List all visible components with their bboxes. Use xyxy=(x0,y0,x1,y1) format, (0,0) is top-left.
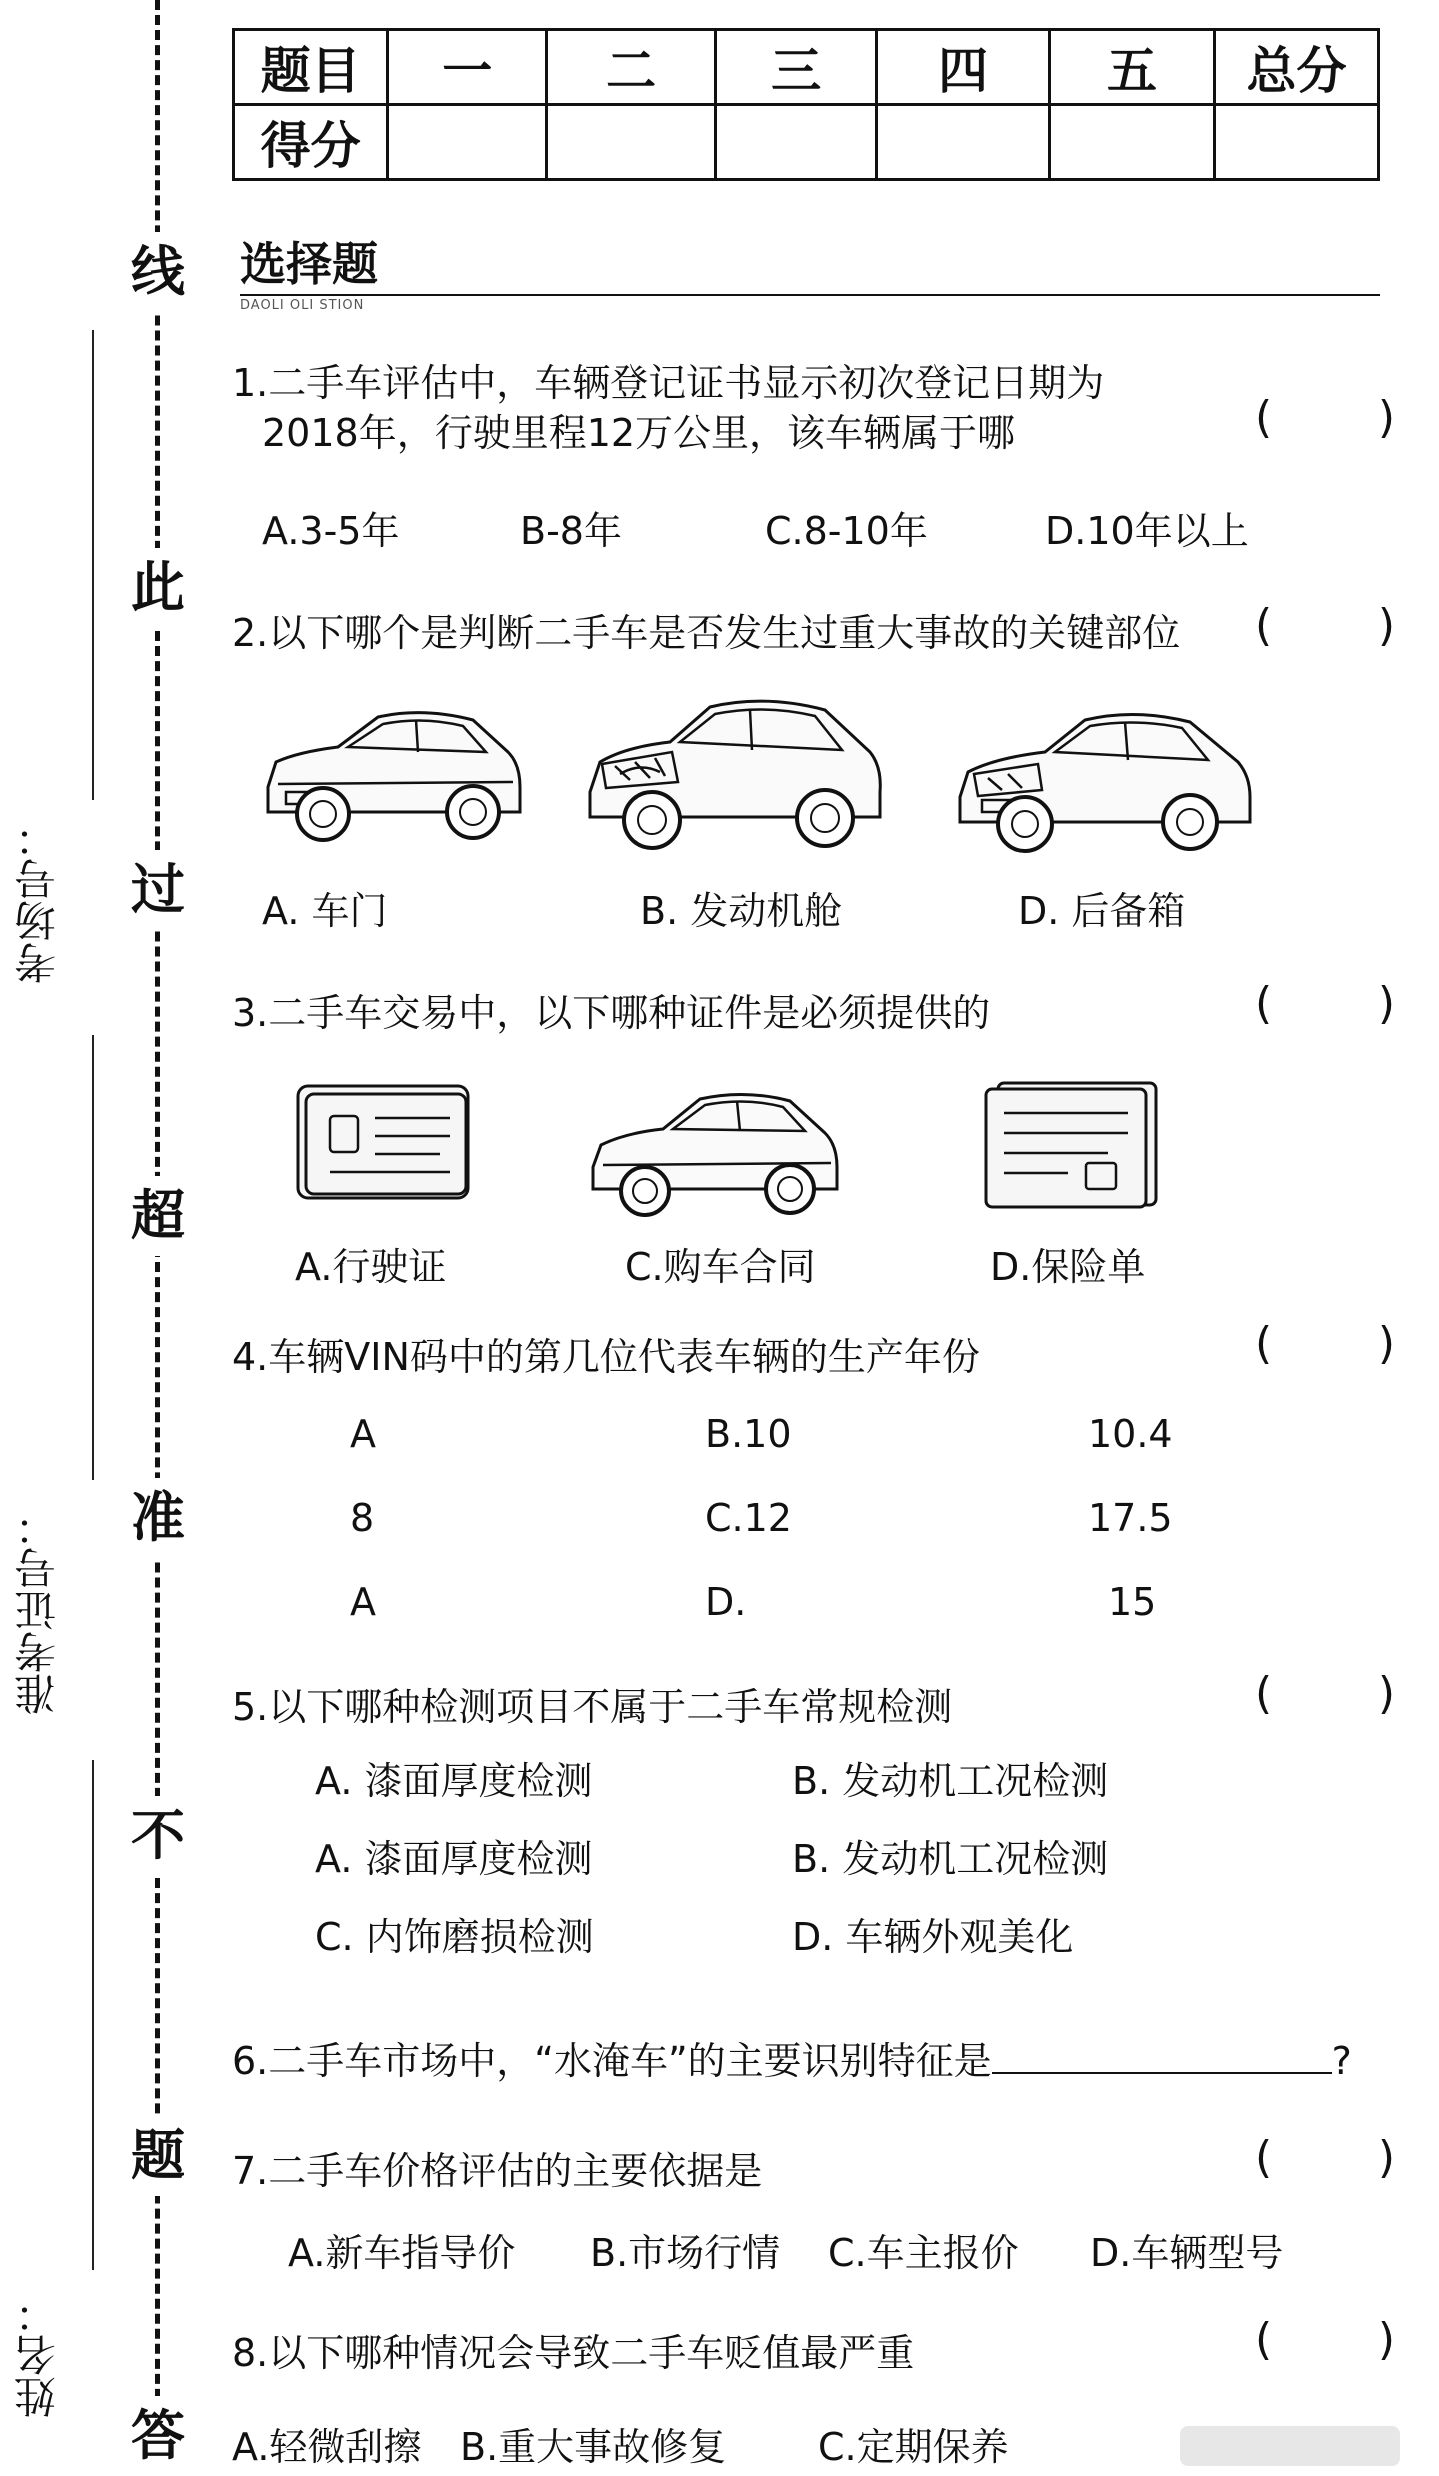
q5-option: B. 发动机工况检测 xyxy=(792,1759,1109,1803)
score-input-cell[interactable] xyxy=(716,105,877,180)
q5-option: A. 漆面厚度检测 xyxy=(315,1837,593,1881)
seal-char-3: 过 xyxy=(118,850,198,930)
q3-option-a: A.行驶证 xyxy=(295,1245,447,1289)
answer-bracket-4[interactable]: ( ) xyxy=(1255,1318,1395,1369)
q7-option-a: A.新车指导价 xyxy=(288,2231,516,2275)
question-8-line-1: 8.以下哪种情况会导致二手车贬值最严重 xyxy=(232,2331,915,2375)
q4-grid-cell: 10.4 xyxy=(1088,1412,1173,1456)
ticket-number-label: 准考证号： xyxy=(13,1505,62,1715)
score-input-cell[interactable] xyxy=(877,105,1050,180)
seal-char-2: 此 xyxy=(118,548,198,628)
exam-room-line xyxy=(92,330,94,800)
q5-option: C. 内饰磨损检测 xyxy=(315,1915,594,1959)
q5-option: B. 发动机工况检测 xyxy=(792,1837,1109,1881)
q4-grid-cell: B.10 xyxy=(705,1412,792,1456)
question-6-end: ? xyxy=(1331,2039,1352,2083)
section-subtitle: DAOLI OLI STION xyxy=(240,298,365,313)
question-4-line-1: 4.车辆VIN码中的第几位代表车辆的生产年份 xyxy=(232,1335,980,1379)
q2-option-b: B. 发动机舱 xyxy=(640,889,843,933)
score-table-header-row xyxy=(234,30,1379,105)
answer-bracket-2[interactable]: ( ) xyxy=(1255,600,1395,651)
q3-option-d: D.保险单 xyxy=(990,1245,1146,1289)
score-table-score-row xyxy=(234,105,1379,180)
score-input-cell[interactable] xyxy=(388,105,547,180)
score-header-cell: 二 xyxy=(547,30,716,105)
q2-option-d: D. 后备箱 xyxy=(1018,889,1186,933)
q4-grid-cell: A xyxy=(350,1412,376,1456)
q3-option-c: C.购车合同 xyxy=(625,1245,816,1289)
q2-option-a: A. 车门 xyxy=(262,889,388,933)
q4-grid-cell: 15 xyxy=(1108,1580,1157,1624)
question-5-line-1: 5.以下哪种检测项目不属于二手车常规检测 xyxy=(232,1685,953,1729)
q4-grid-cell: A xyxy=(350,1580,376,1624)
q5-option: D. 车辆外观美化 xyxy=(792,1915,1074,1959)
seal-char-5: 准 xyxy=(118,1478,198,1558)
q4-grid-cell: C.12 xyxy=(705,1496,792,1540)
fill-in-blank-6[interactable] xyxy=(992,2040,1332,2074)
q8-option-c: C.定期保养 xyxy=(818,2425,1009,2469)
q8-option-a: A.轻微刮擦 xyxy=(232,2425,422,2469)
car-door-illustration xyxy=(258,692,528,852)
q1-option-c: C.8-10年 xyxy=(765,509,928,553)
score-input-cell[interactable] xyxy=(1049,105,1214,180)
question-6-line-1 xyxy=(232,2030,1352,2085)
question-1-line-2: 2018年，行驶里程12万公里，该车辆属于哪 xyxy=(262,411,1016,455)
seal-char-1: 线 xyxy=(118,232,198,312)
score-table xyxy=(232,28,1380,181)
score-row-label: 得分 xyxy=(234,105,388,180)
score-input-cell[interactable] xyxy=(1214,105,1378,180)
answer-bracket-5[interactable]: ( ) xyxy=(1255,1668,1395,1719)
q4-grid-cell: 8 xyxy=(350,1496,375,1540)
answer-bracket-1[interactable]: ( ) xyxy=(1255,392,1395,443)
q1-option-d: D.10年以上 xyxy=(1045,509,1249,553)
question-3-line-1: 3.二手车交易中，以下哪种证件是必须提供的 xyxy=(232,991,991,1035)
score-header-cell: 一 xyxy=(388,30,547,105)
answer-bracket-7[interactable]: ( ) xyxy=(1255,2132,1395,2183)
score-header-cell: 总分 xyxy=(1214,30,1378,105)
name-label: 姓名： xyxy=(13,2292,62,2418)
driving-license-illustration xyxy=(290,1078,480,1208)
q4-grid-cell: 17.5 xyxy=(1088,1496,1173,1540)
section-divider xyxy=(240,294,1380,296)
q4-grid-cell: D. xyxy=(705,1580,747,1624)
seal-char-8: 答 xyxy=(118,2396,198,2476)
score-header-cell: 三 xyxy=(716,30,877,105)
engine-bay-illustration xyxy=(580,682,890,857)
score-header-cell: 题目 xyxy=(234,30,388,105)
ticket-number-line xyxy=(92,1035,94,1480)
question-6-text: 6.二手车市场中，“水淹车”的主要识别特征是 xyxy=(232,2039,992,2083)
question-2-line-1: 2.以下哪个是判断二手车是否发生过重大事故的关键部位 xyxy=(232,611,1181,655)
q5-option: A. 漆面厚度检测 xyxy=(315,1759,593,1803)
trunk-illustration xyxy=(950,692,1260,862)
score-header-cell: 四 xyxy=(877,30,1050,105)
seal-char-6: 不 xyxy=(118,1796,198,1876)
blurred-watermark xyxy=(1180,2426,1400,2466)
score-input-cell[interactable] xyxy=(547,105,716,180)
exam-room-label: 考场号： xyxy=(13,816,62,984)
q1-option-b: B-8年 xyxy=(520,509,622,553)
question-7-line-1: 7.二手车价格评估的主要依据是 xyxy=(232,2149,763,2193)
q7-option-c: C.车主报价 xyxy=(828,2231,1019,2275)
answer-bracket-8[interactable]: ( ) xyxy=(1255,2314,1395,2365)
q8-option-b: B.重大事故修复 xyxy=(460,2425,727,2469)
name-line xyxy=(92,1760,94,2270)
seal-char-4: 超 xyxy=(118,1176,198,1256)
q7-option-b: B.市场行情 xyxy=(590,2231,781,2275)
section-title: 选择题 xyxy=(240,237,378,291)
purchase-contract-car-illustration xyxy=(585,1075,845,1220)
question-1-line-1: 1.二手车评估中，车辆登记证书显示初次登记日期为 xyxy=(232,361,1105,405)
seal-char-7: 题 xyxy=(118,2116,198,2196)
insurance-policy-illustration xyxy=(978,1075,1163,1215)
score-header-cell: 五 xyxy=(1049,30,1214,105)
q7-option-d: D.车辆型号 xyxy=(1090,2231,1284,2275)
q1-option-a: A.3-5年 xyxy=(262,509,400,553)
answer-bracket-3[interactable]: ( ) xyxy=(1255,978,1395,1029)
